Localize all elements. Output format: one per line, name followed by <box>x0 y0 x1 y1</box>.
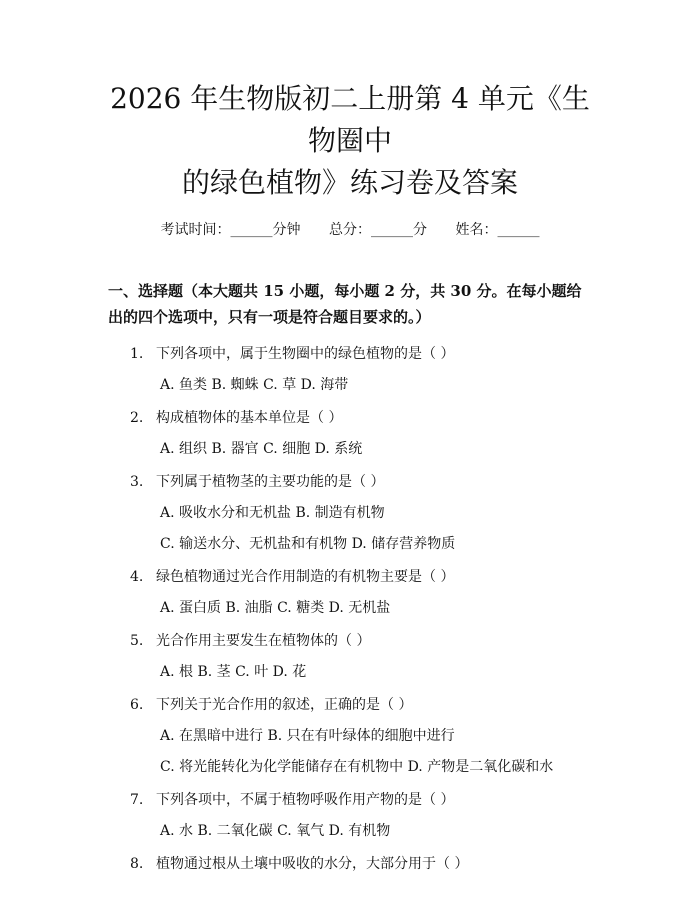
answer-options: C. 将光能转化为化学能储存在有机物中 D. 产物是二氧化碳和水 <box>160 759 554 775</box>
question-line <box>108 472 592 492</box>
question-number: 2. <box>130 410 144 426</box>
answer-options: A. 在黑暗中进行 B. 只在有叶绿体的细胞中进行 <box>160 728 455 744</box>
answer-options: A. 蛋白质 B. 油脂 C. 糖类 D. 无机盐 <box>160 600 391 616</box>
question-number: 8. <box>130 856 144 872</box>
answer-options: A. 吸收水分和无机盐 B. 制造有机物 <box>160 505 385 521</box>
title-line-1: 2026 年生物版初二上册第 4 单元《生物圈中 <box>110 82 590 157</box>
question-item <box>108 631 592 682</box>
answer-options: A. 水 B. 二氧化碳 C. 氧气 D. 有机物 <box>160 823 391 839</box>
question-number: 5. <box>130 633 144 649</box>
question-line <box>108 567 592 587</box>
question-text: 下列各项中，不属于植物呼吸作用产物的是（ ） <box>156 792 455 808</box>
question-text: 植物通过根从土壤中吸收的水分，大部分用于（ ） <box>156 856 469 872</box>
question-list <box>108 344 592 874</box>
section-heading: 一、选择题（本大题共 15 小题，每小题 2 分，共 30 分。在每小题给出的四个选项中，只有一项是符合题目要求的。） <box>108 282 582 326</box>
question-number: 1. <box>130 346 144 362</box>
exam-meta <box>108 220 592 240</box>
question-number: 3. <box>130 474 144 490</box>
question-line <box>108 695 592 715</box>
answer-options: C. 输送水分、无机盐和有机物 D. 储存营养物质 <box>160 536 456 552</box>
answer-options: A. 鱼类 B. 蜘蛛 C. 草 D. 海带 <box>160 377 349 393</box>
question-line <box>108 854 592 874</box>
exam-time: 考试时间：______分钟 <box>160 222 301 238</box>
question-number: 4. <box>130 569 144 585</box>
question-line <box>108 344 592 364</box>
answer-options: A. 根 B. 茎 C. 叶 D. 花 <box>160 664 307 680</box>
question-line <box>108 790 592 810</box>
answer-options: A. 组织 B. 器官 C. 细胞 D. 系统 <box>160 441 363 457</box>
question-item <box>108 567 592 618</box>
question-text: 下列关于光合作用的叙述，正确的是（ ） <box>156 697 413 713</box>
question-text: 绿色植物通过光合作用制造的有机物主要是（ ） <box>156 569 455 585</box>
question-text: 构成植物体的基本单位是（ ） <box>156 410 343 426</box>
title-line-2: 的绿色植物》练习卷及答案 <box>181 166 518 199</box>
exam-name: 姓名：______ <box>455 222 540 238</box>
question-item <box>108 472 592 554</box>
question-line <box>108 631 592 651</box>
question-number: 7. <box>130 792 144 808</box>
question-number: 6. <box>130 697 144 713</box>
document-title <box>108 0 592 204</box>
question-item <box>108 854 592 874</box>
question-item <box>108 408 592 459</box>
question-item <box>108 695 592 777</box>
question-item <box>108 344 592 395</box>
question-line <box>108 408 592 428</box>
question-text: 下列属于植物茎的主要功能的是（ ） <box>156 474 385 490</box>
question-text: 下列各项中，属于生物圈中的绿色植物的是（ ） <box>156 346 455 362</box>
exam-score: 总分：______分 <box>329 222 427 238</box>
question-text: 光合作用主要发生在植物体的（ ） <box>156 633 371 649</box>
question-item <box>108 790 592 841</box>
